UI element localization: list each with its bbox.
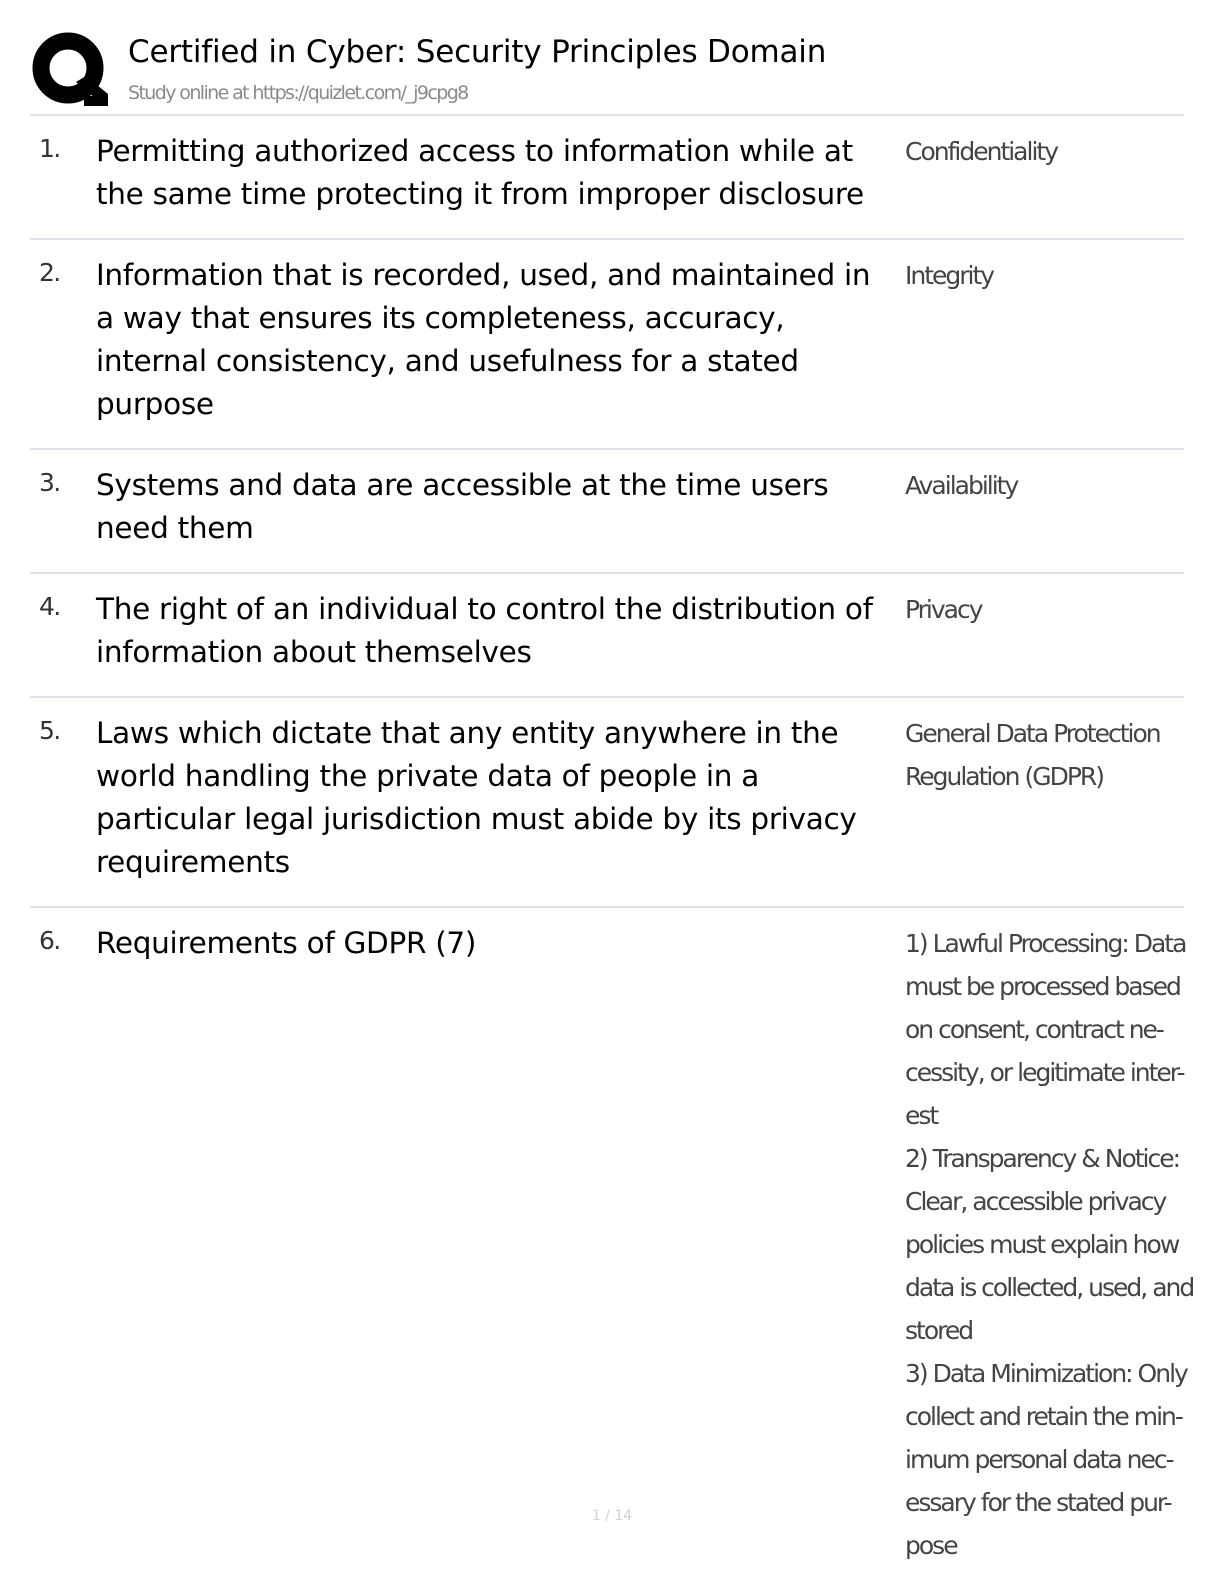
quizlet-q-logo-icon bbox=[32, 32, 108, 108]
flashcard-row bbox=[30, 116, 1184, 240]
definition-line: Regulation (GDPR) bbox=[905, 762, 1104, 791]
card-number: 1. bbox=[39, 134, 60, 163]
definition-line: essary for the stated pur- bbox=[905, 1488, 1171, 1517]
definition-line: imum personal data nec- bbox=[905, 1445, 1173, 1474]
definition-line: Privacy bbox=[905, 595, 982, 624]
definition-line: on consent, contract ne- bbox=[905, 1015, 1163, 1044]
study-online-link-text: Study online at https://quizlet.com/_j9cpg8 bbox=[128, 82, 468, 104]
card-number: 2. bbox=[39, 258, 60, 287]
definition-line: policies must explain how bbox=[905, 1230, 1179, 1259]
definition-line: 2) Transparency & Notice: bbox=[905, 1144, 1180, 1173]
page-number: 1 / 14 bbox=[591, 1508, 633, 1524]
card-term: Information that is recorded, used, and maintained in a way that ensures its completeness, accuracy, internal consistency, and usefulness for a stated purpose bbox=[96, 258, 871, 421]
page-header bbox=[30, 28, 1184, 114]
card-term: The right of an individual to control the distribution of information about themselves bbox=[96, 592, 873, 669]
definition-line: Availability bbox=[905, 471, 1018, 500]
definition-line: 3) Data Minimization: Only bbox=[905, 1359, 1187, 1388]
card-term: Permitting authorized access to information while at the same time protecting it from improper disclosure bbox=[96, 134, 864, 211]
card-number: 5. bbox=[39, 716, 60, 745]
definition-line: stored bbox=[905, 1316, 973, 1345]
card-definition bbox=[905, 712, 1175, 798]
card-definition bbox=[905, 130, 1175, 173]
definition-line: General Data Protection bbox=[905, 719, 1160, 748]
card-number: 4. bbox=[39, 592, 60, 621]
definition-line: Confidentiality bbox=[905, 137, 1057, 166]
flashcard-row bbox=[30, 574, 1184, 698]
card-number: 6. bbox=[39, 926, 60, 955]
definition-line: pose bbox=[905, 1531, 957, 1560]
definition-line: collect and retain the min- bbox=[905, 1402, 1182, 1431]
definition-line: Integrity bbox=[905, 261, 994, 290]
definition-line: 1) Lawful Processing: Data bbox=[905, 929, 1186, 958]
card-definition bbox=[905, 588, 1175, 631]
definition-line: cessity, or legitimate inter- bbox=[905, 1058, 1184, 1087]
definition-line: est bbox=[905, 1101, 938, 1130]
flashcard-row bbox=[30, 698, 1184, 908]
definition-line: Clear, accessible privacy bbox=[905, 1187, 1166, 1216]
card-term: Systems and data are accessible at the time users need them bbox=[96, 468, 829, 545]
definition-line: data is collected, used, and bbox=[905, 1273, 1194, 1302]
card-definition bbox=[905, 254, 1175, 297]
flashcard-row bbox=[30, 450, 1184, 574]
card-term: Laws which dictate that any entity anywhere in the world handling the private data of people in a particular legal jurisdiction must abide by its privacy requirements bbox=[96, 716, 857, 879]
flashcard-row bbox=[30, 240, 1184, 450]
card-term: Requirements of GDPR (7) bbox=[96, 926, 477, 960]
card-definition bbox=[905, 922, 1194, 1567]
page-title: Certified in Cyber: Security Principles Domain bbox=[128, 34, 827, 70]
card-number: 3. bbox=[39, 468, 60, 497]
definition-line: must be processed based bbox=[905, 972, 1180, 1001]
card-definition bbox=[905, 464, 1175, 507]
